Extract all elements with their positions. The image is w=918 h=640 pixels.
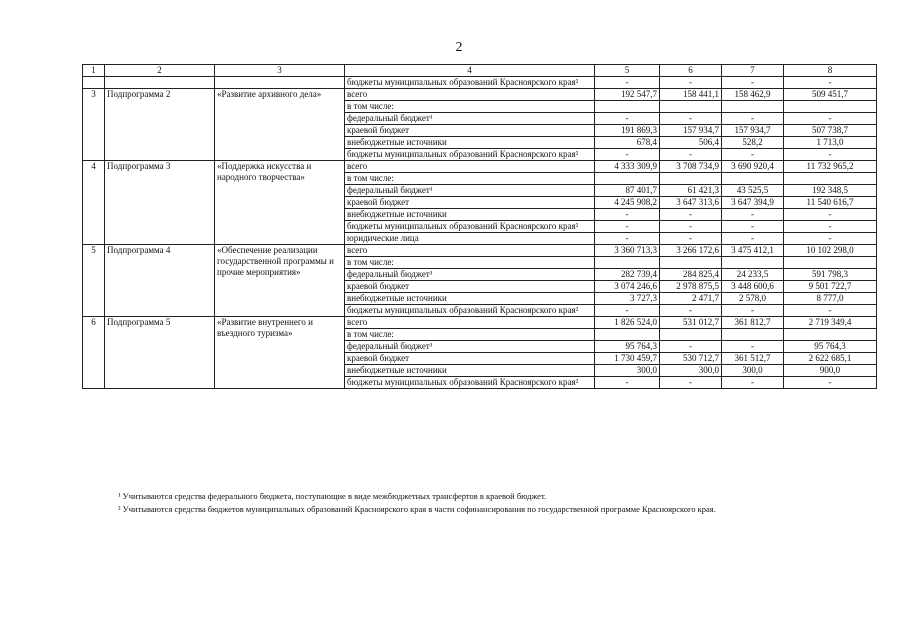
value-cell: 300,0 <box>595 365 660 377</box>
value-cell <box>722 329 784 341</box>
value-cell: 531 012,7 <box>660 317 722 329</box>
value-cell: 11 540 616,7 <box>784 197 877 209</box>
value-cell: 2 622 685,1 <box>784 353 877 365</box>
value-cell: 506,4 <box>660 137 722 149</box>
value-cell: 87 401,7 <box>595 185 660 197</box>
value-cell: 3 647 313,6 <box>660 197 722 209</box>
program-title: «Поддержка искусства и народного творчества» <box>215 161 345 245</box>
program-index: 6 <box>83 317 105 389</box>
value-cell: 43 525,5 <box>722 185 784 197</box>
program-name: Подпрограмма 3 <box>105 161 215 245</box>
value-cell: 2 978 875,5 <box>660 281 722 293</box>
value-cell: 528,2 <box>722 137 784 149</box>
value-cell: 3 708 734,9 <box>660 161 722 173</box>
value-cell: 900,0 <box>784 365 877 377</box>
empty-cell <box>105 77 215 89</box>
value-cell: 3 074 246,6 <box>595 281 660 293</box>
value-cell: - <box>722 221 784 233</box>
value-cell: 509 451,7 <box>784 89 877 101</box>
value-cell: - <box>660 209 722 221</box>
value-cell <box>595 257 660 269</box>
value-cell: - <box>784 113 877 125</box>
value-cell: - <box>722 77 784 89</box>
source-label: краевой бюджет <box>345 353 595 365</box>
source-label: в том числе: <box>345 101 595 113</box>
value-cell: 3 360 713,3 <box>595 245 660 257</box>
value-cell: 158 462,9 <box>722 89 784 101</box>
table-row <box>83 317 877 329</box>
value-cell: - <box>784 233 877 245</box>
value-cell: 591 798,3 <box>784 269 877 281</box>
value-cell <box>660 257 722 269</box>
source-label: бюджеты муниципальных образований Красноярского края² <box>345 149 595 161</box>
value-cell: - <box>660 377 722 389</box>
program-index: 3 <box>83 89 105 161</box>
value-cell: 361 812,7 <box>722 317 784 329</box>
source-label: краевой бюджет <box>345 125 595 137</box>
value-cell: - <box>660 113 722 125</box>
source-label: в том числе: <box>345 173 595 185</box>
value-cell: 3 475 412,1 <box>722 245 784 257</box>
value-cell <box>660 329 722 341</box>
value-cell: - <box>595 221 660 233</box>
source-label: краевой бюджет <box>345 281 595 293</box>
value-cell: - <box>784 221 877 233</box>
value-cell: - <box>784 77 877 89</box>
value-cell: 1 826 524,0 <box>595 317 660 329</box>
footnote-2: ² Учитываются средства бюджетов муниципальных образований Красноярского края в части софинансирования по государственной программе Красноярского края. <box>118 504 716 514</box>
value-cell: - <box>722 305 784 317</box>
value-cell: 3 266 172,6 <box>660 245 722 257</box>
value-cell <box>660 101 722 113</box>
program-title: «Развитие внутреннего и въездного туризма» <box>215 317 345 389</box>
value-cell: - <box>660 305 722 317</box>
value-cell: - <box>784 149 877 161</box>
value-cell: - <box>722 377 784 389</box>
value-cell <box>722 101 784 113</box>
value-cell: - <box>595 209 660 221</box>
value-cell: 157 934,7 <box>722 125 784 137</box>
value-cell: 11 732 965,2 <box>784 161 877 173</box>
value-cell: 1 713,0 <box>784 137 877 149</box>
source-label: федеральный бюджет¹ <box>345 269 595 281</box>
program-title: «Обеспечение реализации государственной программы и прочие мероприятия» <box>215 245 345 317</box>
source-label: бюджеты муниципальных образований Красноярского края² <box>345 305 595 317</box>
value-cell: 10 102 298,0 <box>784 245 877 257</box>
source-label: федеральный бюджет¹ <box>345 185 595 197</box>
value-cell <box>784 329 877 341</box>
header-cell: 8 <box>784 65 877 77</box>
header-cell: 3 <box>215 65 345 77</box>
value-cell: 2 578,0 <box>722 293 784 305</box>
source-label: в том числе: <box>345 329 595 341</box>
value-cell: - <box>595 149 660 161</box>
footnotes <box>118 490 878 516</box>
value-cell: - <box>722 113 784 125</box>
value-cell <box>595 329 660 341</box>
header-cell: 2 <box>105 65 215 77</box>
value-cell <box>722 173 784 185</box>
value-cell: - <box>660 221 722 233</box>
value-cell: 361 512,7 <box>722 353 784 365</box>
value-cell: - <box>722 341 784 353</box>
table-row <box>83 89 877 101</box>
value-cell: 300,0 <box>660 365 722 377</box>
footnote-1: ¹ Учитываются средства федерального бюджета, поступающие в виде межбюджетных трансфертов в краевой бюджет. <box>118 491 547 501</box>
value-cell: - <box>595 233 660 245</box>
value-cell <box>784 173 877 185</box>
source-label: бюджеты муниципальных образований Красноярского края² <box>345 77 595 89</box>
value-cell: 678,4 <box>595 137 660 149</box>
source-label: бюджеты муниципальных образований Красноярского края² <box>345 377 595 389</box>
table-row <box>83 245 877 257</box>
source-label: краевой бюджет <box>345 197 595 209</box>
value-cell: - <box>660 341 722 353</box>
value-cell: 2 719 349,4 <box>784 317 877 329</box>
header-cell: 7 <box>722 65 784 77</box>
value-cell: - <box>595 377 660 389</box>
value-cell: 95 764,3 <box>784 341 877 353</box>
value-cell: 24 233,5 <box>722 269 784 281</box>
header-cell: 6 <box>660 65 722 77</box>
value-cell: - <box>595 305 660 317</box>
source-label: всего <box>345 245 595 257</box>
value-cell: - <box>722 233 784 245</box>
source-label: всего <box>345 89 595 101</box>
source-label: федеральный бюджет¹ <box>345 341 595 353</box>
value-cell <box>595 101 660 113</box>
value-cell: 1 730 459,7 <box>595 353 660 365</box>
program-title: «Развитие архивного дела» <box>215 89 345 161</box>
program-name: Подпрограмма 4 <box>105 245 215 317</box>
value-cell: 530 712,7 <box>660 353 722 365</box>
value-cell: - <box>784 377 877 389</box>
header-cell: 1 <box>83 65 105 77</box>
source-label: всего <box>345 317 595 329</box>
source-label: внебюджетные источники <box>345 293 595 305</box>
value-cell: 2 471,7 <box>660 293 722 305</box>
value-cell: - <box>722 209 784 221</box>
value-cell <box>722 257 784 269</box>
value-cell: - <box>660 77 722 89</box>
value-cell: 3 690 920,4 <box>722 161 784 173</box>
source-label: бюджеты муниципальных образований Красноярского края² <box>345 221 595 233</box>
value-cell: - <box>595 77 660 89</box>
value-cell: 3 448 600,6 <box>722 281 784 293</box>
table-body <box>83 65 877 389</box>
source-label: внебюджетные источники <box>345 365 595 377</box>
value-cell <box>595 173 660 185</box>
value-cell <box>660 173 722 185</box>
value-cell <box>784 257 877 269</box>
empty-cell <box>83 77 105 89</box>
value-cell: 507 738,7 <box>784 125 877 137</box>
value-cell: - <box>660 149 722 161</box>
budget-table <box>82 64 877 389</box>
value-cell: - <box>784 209 877 221</box>
value-cell: 284 825,4 <box>660 269 722 281</box>
program-name: Подпрограмма 2 <box>105 89 215 161</box>
value-cell: 3 727,3 <box>595 293 660 305</box>
value-cell: 192 348,5 <box>784 185 877 197</box>
source-label: в том числе: <box>345 257 595 269</box>
value-cell: 300,0 <box>722 365 784 377</box>
value-cell: - <box>784 305 877 317</box>
value-cell: 61 421,3 <box>660 185 722 197</box>
value-cell: 3 647 394,9 <box>722 197 784 209</box>
page-number: 2 <box>455 40 463 55</box>
value-cell: - <box>595 113 660 125</box>
value-cell: - <box>660 233 722 245</box>
program-index: 4 <box>83 161 105 245</box>
source-label: внебюджетные источники <box>345 209 595 221</box>
value-cell: - <box>722 149 784 161</box>
empty-cell <box>215 77 345 89</box>
header-row <box>83 65 877 77</box>
source-label: внебюджетные источники <box>345 137 595 149</box>
value-cell: 192 547,7 <box>595 89 660 101</box>
value-cell: 4 245 908,2 <box>595 197 660 209</box>
value-cell: 158 441,1 <box>660 89 722 101</box>
continuation-row <box>83 77 877 89</box>
table-row <box>83 161 877 173</box>
program-name: Подпрограмма 5 <box>105 317 215 389</box>
header-cell: 5 <box>595 65 660 77</box>
value-cell: 95 764,3 <box>595 341 660 353</box>
value-cell: 4 333 309,9 <box>595 161 660 173</box>
program-index: 5 <box>83 245 105 317</box>
value-cell: 191 869,3 <box>595 125 660 137</box>
source-label: юридические лица <box>345 233 595 245</box>
value-cell: 282 739,4 <box>595 269 660 281</box>
value-cell: 157 934,7 <box>660 125 722 137</box>
header-cell: 4 <box>345 65 595 77</box>
source-label: всего <box>345 161 595 173</box>
value-cell: 9 501 722,7 <box>784 281 877 293</box>
source-label: федеральный бюджет¹ <box>345 113 595 125</box>
value-cell: 8 777,0 <box>784 293 877 305</box>
value-cell <box>784 101 877 113</box>
